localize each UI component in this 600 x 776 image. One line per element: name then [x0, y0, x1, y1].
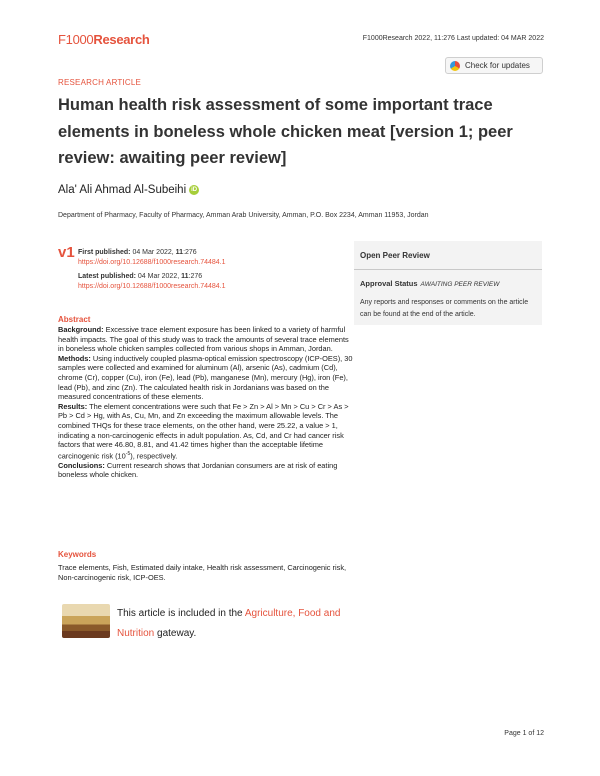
- approval-status-value: AWAITING PEER REVIEW: [420, 281, 500, 288]
- page-number: Page 1 of 12: [504, 730, 544, 737]
- first-doi-link[interactable]: https://doi.org/10.12688/f1000research.74484.1: [78, 258, 226, 266]
- keywords-heading: Keywords: [58, 550, 97, 559]
- article-type: RESEARCH ARTICLE: [58, 78, 142, 87]
- version-badge: v1: [58, 244, 75, 261]
- article-title: Human health risk assessment of some important trace elements in boneless whole chicken meat [version 1; peer review: awaiting peer review]: [58, 96, 513, 167]
- peer-review-sidebar: [354, 241, 542, 325]
- orcid-icon[interactable]: iD: [191, 187, 198, 193]
- running-head: F1000Research 2022, 11:276 Last updated: 04 MAR 2022: [362, 35, 544, 42]
- check-for-updates-button[interactable]: [445, 57, 543, 74]
- gateway-text: This article is included in the Agriculture, Food and Nutrition gateway.: [117, 608, 341, 639]
- author-line: [58, 184, 199, 196]
- author-name[interactable]: Ala' Ali Ahmad Al-Subeihi: [58, 184, 187, 196]
- gateway-image[interactable]: [62, 604, 110, 638]
- publication-info: First published: 04 Mar 2022, 11:276 https://doi.org/10.12688/f1000research.74484.1 Latest published: 04 Mar 2022, 11:276 https://doi.org/10.12688/f1000research.74484.1: [78, 249, 226, 290]
- sidebar-notes: Any reports and responses or comments on the article can be found at the end of the article.: [360, 299, 529, 318]
- f1000-logo[interactable]: F1000Research: [58, 32, 150, 47]
- abstract-heading: Abstract: [58, 315, 91, 324]
- check-for-updates-label: Check for updates: [465, 61, 530, 70]
- latest-doi-link[interactable]: https://doi.org/10.12688/f1000research.74484.1: [78, 282, 226, 290]
- abstract-body: Background: Excessive trace element exposure has been linked to a variety of harmful health impacts. The goal of this study was to track the amounts of several trace elements in boneless whole chicken samples collected from various shops in Amman, Jordan. Methods: Using inductively coupled plasma-optical emission spectroscopy (ICP-OES), 30 samples were collected and examined for aluminum (Al), arsenic (As), cadmium (Cd), chrome (Cr), copper (Cu), iron (Fe), lead (Pb), manganese (Mn), mercury (Hg), iron (Fe), lead (Pb), and zinc (Zn). The calculated health risk in Jordanians was based on the measured concentrations of these elements. Results: The element concentrations were such that Fe > Zn > Al > Mn > Cu > Cr > As > Pb > Cd > Hg, with As, Cu, Mn, and Zn exceeding the maximum allowable levels. The combined THQs for these trace elements, on the other hand, were 25.22, a value > 1, indicating a non-carcinogenic effects in adult population. As, Cd, and Cr had cancer risk factors that were 46.80, 8.81, and 41.42 times higher than the acceptable lifetime carcinogenic risk $(10^{-5})$, respectively. Conclusions: Current research shows that Jordanian consumers are at risk of eating boneless whole chicken.: [58, 325, 353, 480]
- gateway-link[interactable]: Agriculture, Food and Nutrition: [117, 608, 341, 639]
- sidebar-divider: [354, 269, 542, 270]
- crossmark-icon: [450, 61, 460, 71]
- keywords-text: Trace elements, Fish, Estimated daily intake, Health risk assessment, Carcinogenic risk, Non-carcinogenic risk, ICP-OES.: [58, 563, 347, 582]
- open-peer-review-heading: Open Peer Review: [360, 251, 430, 260]
- approval-status: Approval Status AWAITING PEER REVIEW: [360, 279, 500, 288]
- affiliation: Department of Pharmacy, Faculty of Pharmacy, Amman Arab University, Amman, P.O. Box 2234, Amman 11953, Jordan: [58, 212, 429, 219]
